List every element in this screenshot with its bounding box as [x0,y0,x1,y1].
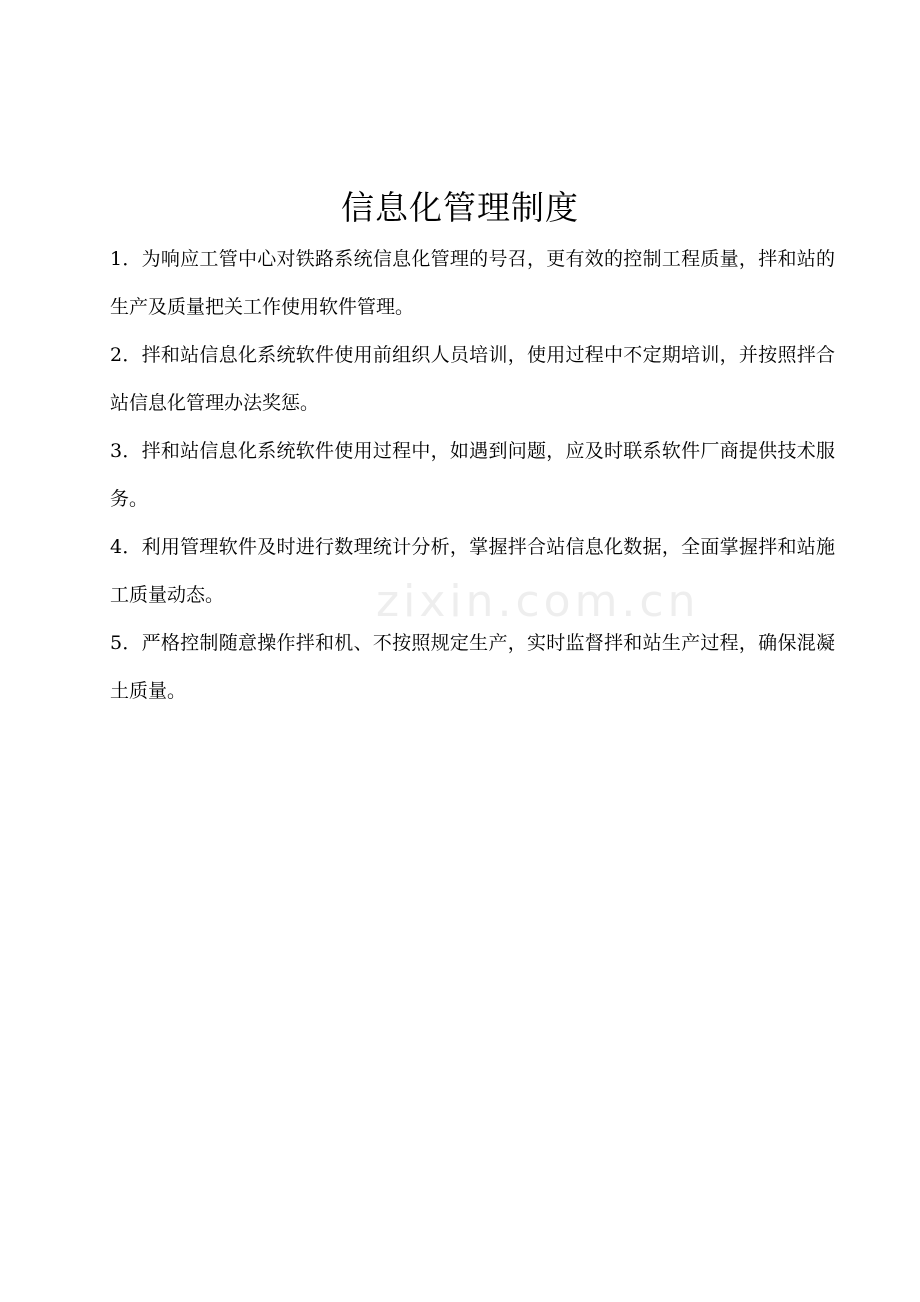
item-text: 严格控制随意操作拌和机、不按照规定生产，实时监督拌和站生产过程，确保混凝土质量。 [110,632,835,702]
document-body [110,235,835,715]
item-number: 3． [110,440,142,462]
item-number: 2． [110,344,142,366]
list-item [110,619,835,715]
item-text: 拌和站信息化系统软件使用过程中，如遇到问题，应及时联系软件厂商提供技术服务。 [110,440,835,510]
item-number: 1． [110,248,142,270]
item-text: 拌和站信息化系统软件使用前组织人员培训，使用过程中不定期培训，并按照拌合站信息化管理办法奖惩。 [110,344,835,414]
watermark: zixin.com.cn [376,576,700,627]
list-item [110,427,835,523]
list-item [110,523,835,619]
item-text: 为响应工管中心对铁路系统信息化管理的号召，更有效的控制工程质量，拌和站的生产及质量把关工作使用软件管理。 [110,248,835,318]
list-item [110,235,835,331]
item-number: 5． [110,632,142,654]
page-title: 信息化管理制度 [341,188,579,227]
item-text: 利用管理软件及时进行数理统计分析，掌握拌合站信息化数据，全面掌握拌和站施工质量动态。 [110,536,835,606]
item-number: 4． [110,536,142,558]
list-item [110,331,835,427]
